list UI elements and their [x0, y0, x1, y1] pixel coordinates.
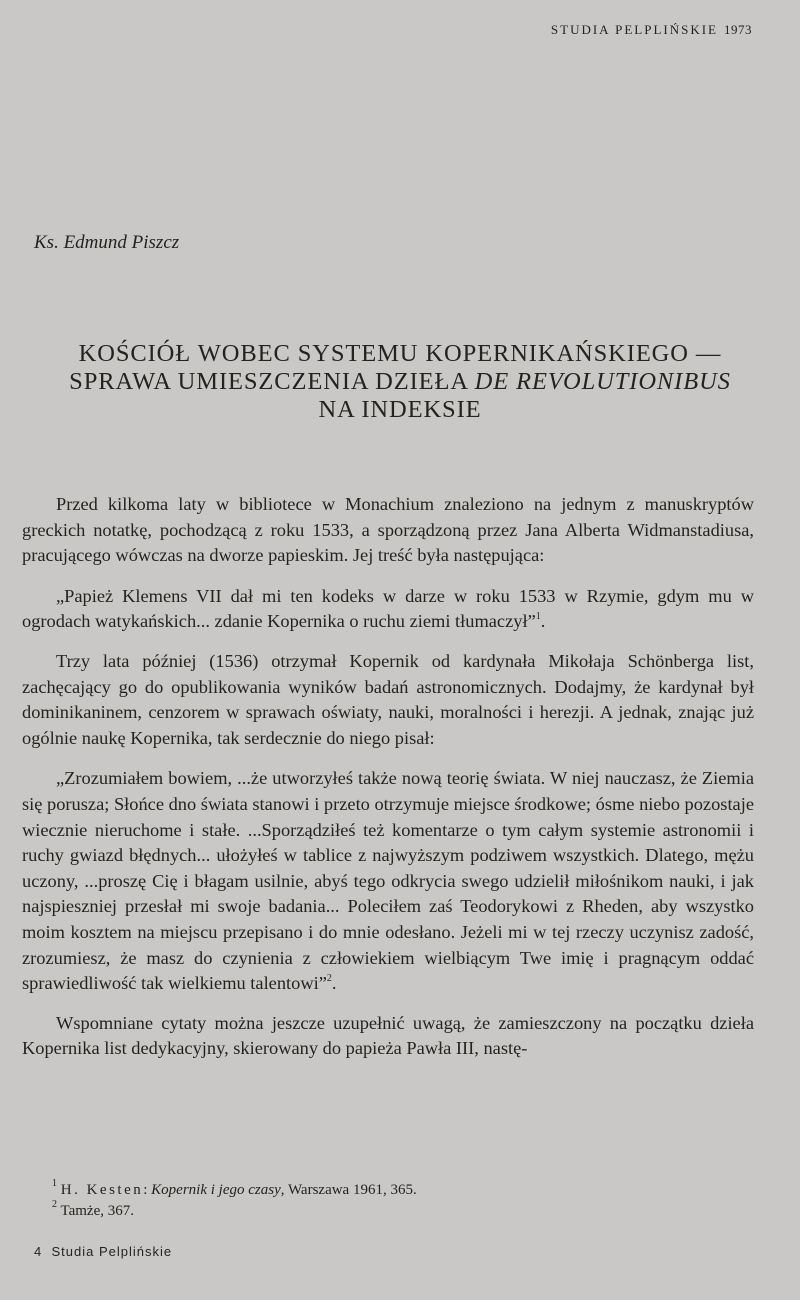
- printer-signature: [34, 1244, 172, 1259]
- journal-year: 1973: [724, 22, 752, 37]
- signature-mark: 4: [34, 1244, 43, 1259]
- footnote-ref[interactable]: 2: [326, 973, 332, 985]
- title-line-1: KOŚCIÓŁ WOBEC SYSTEMU KOPERNIKAŃSKIEGO —: [78, 340, 722, 367]
- footnote-title: Kopernik i jego czasy: [151, 1182, 281, 1198]
- paragraph-text: „Zrozumiałem bowiem, ...że utworzyłeś także nową teorię świata. W niej nauczasz, że Ziemia się porusza; Słońce dno świata stanowi i przeto otrzymuje miejsce środkowe; ósme niebo pozostaje wiecznie nieruchome i stałe. ...Sporządziłeś też komentarze o tym całym systemie astronomii i ruchy gwiazd błędnych... ułożyłeś w tablice z najwyższym podziwem wszystkich. Dlatego, mężu uczony, ...proszę Cię i błagam usilnie, abyś tego odkrycia swego udzielił miłośnikom nauki, i jak najspieszniej przesłał mi swoje badania... Poleciłem zaś Teodorykowi z Rheden, aby wszystko moim kosztem na miejscu przepisano i do mnie odesłano. Jeżeli mi w tej rzeczy uczynisz zadość, zrozumiesz, że masz do czynienia z człowiekiem wielbiącym Twe imię i pragnącym oddać sprawiedliwość tak wielkiemu talentowi”: [22, 768, 754, 994]
- paragraph-text: Wspomniane cytaty można jeszcze uzupełnić uwagą, że zamieszczony na początku dzieła Kopernika list dedykacyjny, skierowany do papieża Pawła III, nastę-: [22, 1012, 754, 1059]
- footnotes: [52, 1180, 752, 1222]
- footnote-number: 2: [52, 1199, 57, 1210]
- paragraph-text: Przed kilkoma laty w bibliotece w Monachium znaleziono na jednym z manuskryptów greckich notatkę, pochodzącą z roku 1533, a sporządzoną przez Jana Alberta Widmanstadiusa, pracującego wówczas na dworze papieskim. Jej treść była następująca:: [22, 494, 754, 566]
- paragraph-text: „Papież Klemens VII dał mi ten kodeks w darze w roku 1533 w Rzymie, gdym mu w ogrodach watykańskich... zdanie Kopernika o ruchu ziemi tłumaczył”: [22, 585, 754, 632]
- quote-paragraph: „Papież Klemens VII dał mi ten kodeks w darze w roku 1533 w Rzymie, gdym mu w ogrodach watykańskich... zdanie Kopernika o ruchu ziemi tłumaczył”$^1$.: [22, 585, 754, 632]
- footnote: [52, 1201, 752, 1222]
- title-line-3: NA INDEKSIE: [318, 396, 482, 423]
- footnote-text: Tamże, 367.: [60, 1203, 134, 1219]
- footnote-details: , Warszawa 1961, 365.: [280, 1182, 417, 1198]
- footnote: $^1$ H. Kesten: Kopernik i jego czasy, Warszawa 1961, 365.: [52, 1178, 417, 1198]
- article-title: [0, 340, 800, 424]
- article-body: [22, 492, 754, 1077]
- footnote-number: 1: [52, 1178, 57, 1189]
- running-head: [551, 22, 752, 38]
- paragraph: [22, 492, 754, 569]
- paragraph: [22, 649, 754, 751]
- paragraph-text: Trzy lata później (1536) otrzymał Kopernik od kardynała Mikołaja Schönberga list, zachęcający go do opublikowania wyników badań astronomicznych. Dodajmy, że kardynał był dominikaninem, cenzorem w sprawach oświaty, nauki, moralności i herezji. A jednak, znając już ogólnie naukę Kopernika, tak serdecznie do niego pisał:: [22, 650, 754, 748]
- author: Ks. Edmund Piszcz: [34, 232, 180, 253]
- title-line-2: [0, 368, 800, 396]
- signature-text: Studia Pelplińskie: [51, 1244, 173, 1259]
- footnote-author: H. Kesten: [60, 1182, 144, 1198]
- title-work-name: DE REVOLUTIONIBUS: [474, 368, 731, 395]
- journal-name: STUDIA PELPLIŃSKIE: [550, 22, 718, 37]
- title-line-2-prefix: SPRAWA UMIESZCZENIA DZIEŁA: [69, 368, 475, 395]
- footnote-ref[interactable]: 1: [535, 611, 541, 623]
- paragraph: [22, 1011, 754, 1062]
- quote-paragraph: „Zrozumiałem bowiem, ...że utworzyłeś także nową teorię świata. W niej nauczasz, że Ziemia się porusza; Słońce dno świata stanowi i przeto otrzymuje miejsce środkowe; ósme niebo pozostaje wiecznie nieruchome i stałe. ...Sporządziłeś też komentarze o tym całym systemie astronomii i ruchy gwiazd błędnych... ułożyłeś w tablice z najwyższym podziwem wszystkich. Dlatego, mężu uczony, ...proszę Cię i błagam usilnie, abyś tego odkrycia swego udzielił miłośnikom nauki, i jak najspieszniej przesłał mi swoje badania... Poleciłem zaś Teodorykowi z Rheden, aby wszystko moim kosztem na miejscu przepisano i do mnie odesłano. Jeżeli mi w tej rzeczy uczynisz zadość, zrozumiesz, że masz do czynienia z człowiekiem wielbiącym Twe imię i pragnącym oddać sprawiedliwość tak wielkiemu talentowi”$^2$.: [22, 768, 754, 994]
